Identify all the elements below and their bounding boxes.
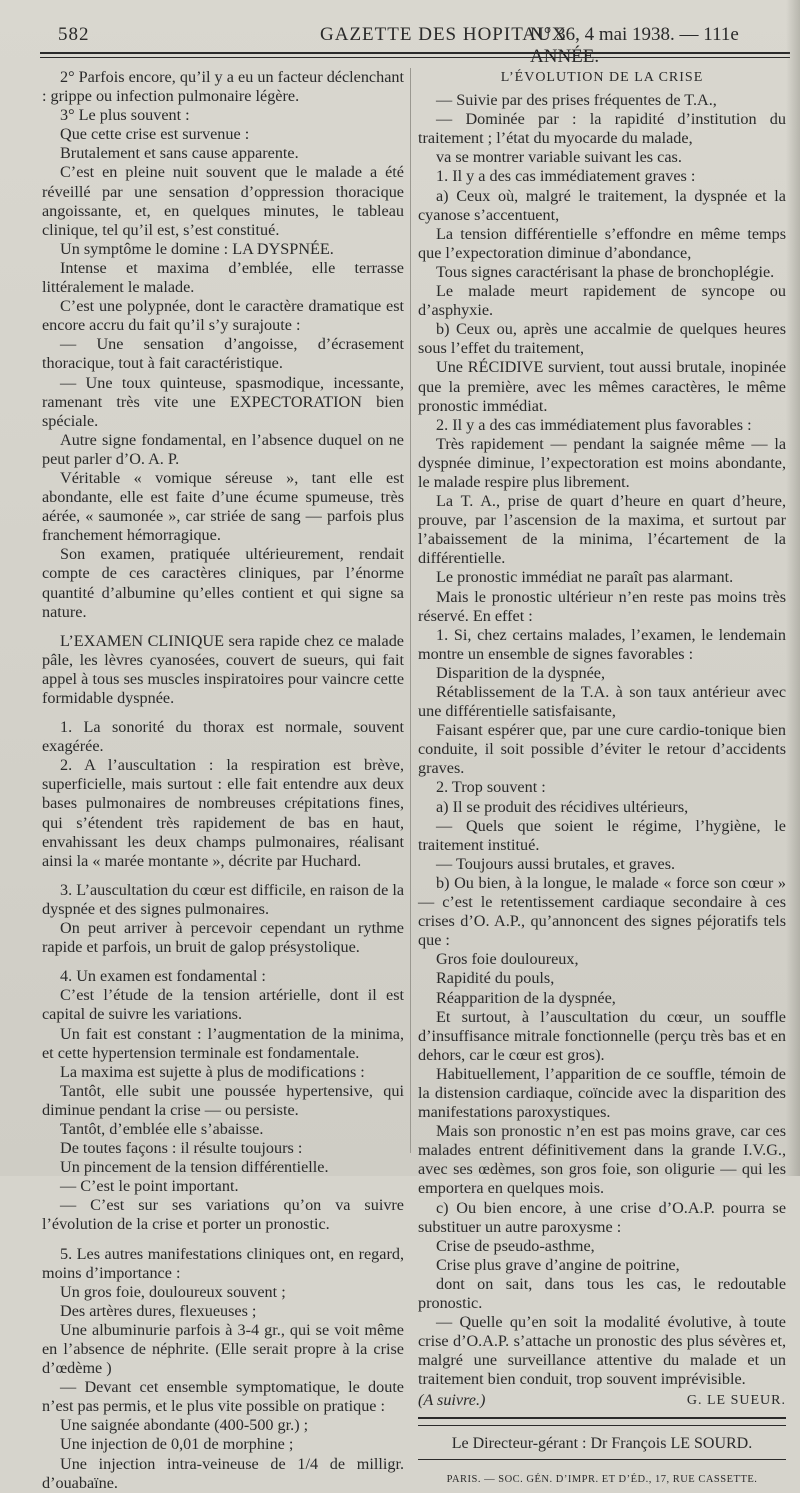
right-paragraph: va se montrer variable suivant les cas. bbox=[436, 148, 682, 167]
right-paragraph: Crise de pseudo-asthme, bbox=[436, 1236, 595, 1255]
footer-rule bbox=[418, 1417, 786, 1419]
left-paragraph: Un gros foie, douloureux souvent ; bbox=[60, 1282, 286, 1301]
footer-rule-thin bbox=[418, 1425, 786, 1426]
right-paragraph: Disparition de la dyspnée, bbox=[436, 663, 606, 682]
left-paragraph: C’est l’étude de la tension artérielle, dont il est capital de suivre les variations. bbox=[42, 986, 404, 1024]
left-column bbox=[42, 68, 404, 1493]
left-paragraph: Des artères dures, flexueuses ; bbox=[60, 1301, 257, 1320]
right-paragraph: Très rapidement — pendant la saignée même — la dyspnée diminue, l’expectoration est moins abondante, le malade respire plus librement. bbox=[418, 434, 786, 491]
left-paragraph: 1. La sonorité du thorax est normale, souvent exagérée. bbox=[42, 718, 404, 756]
page-header bbox=[0, 8, 800, 50]
right-paragraph: — Suivie par des prises fréquentes de T.A., bbox=[436, 91, 717, 110]
right-paragraph: 2. Trop souvent : bbox=[436, 778, 546, 797]
left-paragraph: Brutalement et sans cause apparente. bbox=[60, 144, 299, 163]
left-paragraph: Son examen, pratiquée ultérieurement, rendait compte de ces caractères cliniques, par l’énorme quantité d’albumine qu’elles contient et qui signe sa nature. bbox=[42, 545, 404, 621]
column-divider bbox=[410, 68, 411, 1153]
right-paragraph: Habituellement, l’apparition de ce souffle, témoin de la distension cardiaque, coïncide avec la disparition des manifestations paroxystiques. bbox=[418, 1064, 786, 1122]
left-paragraph: 2. A l’auscultation : la respiration est brève, superficielle, mais surtout : elle fait entendre aux deux bases pulmonaires de nombreuses crépitations fines, qui s’étendent très rapidement de bas en haut, envahissant les deux champs pulmonaires, réalisant ainsi la « marée montante », décrite par Huchard. bbox=[42, 756, 404, 870]
left-paragraph: — Devant cet ensemble symptomatique, le doute n’est pas permis, et le plus vite possible on pratique : bbox=[42, 1378, 404, 1416]
right-paragraph: Rapidité du pouls, bbox=[436, 969, 555, 988]
left-paragraph: Tantôt, d’emblée elle s’abaisse. bbox=[60, 1119, 264, 1138]
right-paragraph: 1. Il y a des cas immédiatement graves : bbox=[436, 167, 696, 186]
left-paragraph: Tantôt, elle subit une poussée hypertensive, qui diminue pendant la crise — ou persiste. bbox=[42, 1081, 404, 1119]
right-paragraph: b) Ceux ou, après une accalmie de quelques heures sous l’effet du traitement, bbox=[418, 320, 786, 358]
right-paragraph: a) Ceux où, malgré le traitement, la dyspnée et la cyanose s’accentuent, bbox=[418, 186, 786, 224]
right-paragraph: dont on sait, dans tous les cas, le redoutable pronostic. bbox=[418, 1274, 786, 1312]
section-title: L’ÉVOLUTION DE LA CRISE bbox=[500, 70, 704, 85]
left-paragraph: Un fait est constant : l’augmentation de la minima, et cette hypertension terminale est fondamentale. bbox=[42, 1024, 404, 1062]
right-column bbox=[418, 68, 786, 1489]
right-paragraph: — Quels que soient le régime, l’hygiène, le traitement institué. bbox=[418, 816, 786, 854]
left-paragraph: Une injection intra-veineuse de 1/4 de milligr. d’ouabaïne. bbox=[42, 1454, 404, 1492]
left-paragraph: Que cette crise est survenue : bbox=[60, 125, 250, 144]
imprint-rule bbox=[418, 1459, 786, 1460]
left-paragraph: Intense et maxima d’emblée, elle terrasse littéralement le malade. bbox=[42, 258, 404, 297]
continuation-note: (A suivre.) bbox=[418, 1391, 486, 1410]
left-paragraph: — C’est sur ses variations qu’on va suivre l’évolution de la crise et porter un pronostic. bbox=[42, 1196, 404, 1234]
right-paragraphs bbox=[418, 91, 786, 1389]
right-paragraph: Tous signes caractérisant la phase de bronchoplégie. bbox=[436, 262, 775, 281]
left-paragraph: L’EXAMEN CLINIQUE sera rapide chez ce malade pâle, les lèvres cyanosées, couvert de sueurs, qui fait appel à tous ses muscles inspiratoires pour vaincre cette formidable dyspnée. bbox=[42, 631, 404, 707]
right-paragraph: Le pronostic immédiat ne paraît pas alarmant. bbox=[436, 568, 734, 587]
right-paragraph: La tension différentielle s’effondre en même temps que l’expectoration diminue d’abondance, bbox=[418, 224, 786, 262]
right-paragraph: a) Il se produit des récidives ultérieurs, bbox=[436, 797, 689, 816]
header-rule-thin bbox=[40, 57, 790, 58]
director-line: Le Directeur-gérant : Dr François LE SOURD. bbox=[451, 1434, 753, 1452]
right-paragraph: Une RÉCIDIVE survient, tout aussi brutale, inopinée que la première, avec les mêmes caractères, le même pronostic immédiat. bbox=[418, 358, 786, 415]
left-paragraph: 4. Un examen est fondamental : bbox=[60, 967, 266, 986]
left-paragraph: C’est en pleine nuit souvent que le malade a été réveillé par une sensation d’oppression thoracique angoissante, et, en quelques minutes, le tableau clinique, tel qu’il est, s’est constitué. bbox=[42, 163, 404, 239]
left-paragraph: Une saignée abondante (400-500 gr.) ; bbox=[60, 1416, 309, 1435]
right-paragraph: — Toujours aussi brutales, et graves. bbox=[436, 854, 676, 873]
left-paragraph: Une albuminurie parfois à 3-4 gr., qui se voit même en l’absence de néphrite. (Elle serait propre à la crise d’œdème ) bbox=[42, 1320, 404, 1378]
right-paragraph: 1. Si, chez certains malades, l’examen, le lendemain montre un ensemble de signes favorables : bbox=[418, 625, 786, 663]
left-paragraph: — Une toux quinteuse, spasmodique, incessante, ramenant très vite une EXPECTORATION bien spéciale. bbox=[42, 373, 404, 430]
left-paragraph: Autre signe fondamental, en l’absence duquel on ne peut parler d’O. A. P. bbox=[42, 430, 404, 468]
right-paragraph: Et surtout, à l’auscultation du cœur, un souffle d’insuffisance mitrale fonctionnelle (perçu très bas et en dehors, car le cœur est gros). bbox=[418, 1007, 786, 1064]
right-paragraph: Mais le pronostic ultérieur n’en reste pas moins très réservé. En effet : bbox=[418, 587, 786, 625]
left-paragraph: Véritable « vomique séreuse », tant elle est abondante, elle est faite d’une écume spumeuse, très aérée, « saumonée », car striée de sang — parfois plus franchement hémorragique. bbox=[42, 468, 404, 545]
left-paragraph: Un pincement de la tension différentielle. bbox=[60, 1158, 329, 1177]
right-paragraph: — Quelle qu’en soit la modalité évolutive, à toute crise d’O.A.P. s’attache un pronostic des plus sévères et, malgré une surveillance attentive du malade et un traitement bien conduit, trop souvent imprévisible. bbox=[418, 1313, 786, 1389]
left-paragraph: C’est une polypnée, dont le caractère dramatique est encore accru du fait qu’il s’y surajoute : bbox=[42, 297, 404, 335]
left-paragraph: 2° Parfois encore, qu’il y a eu un facteur déclenchant : grippe ou infection pulmonaire légère. bbox=[42, 68, 404, 106]
right-paragraph: La T. A., prise de quart d’heure en quart d’heure, prouve, par l’ascension de la maxima, et surtout par l’abaissement de la minima, l’écartement de la différentielle. bbox=[418, 492, 786, 568]
left-paragraph: Une injection de 0,01 de morphine ; bbox=[60, 1435, 294, 1454]
right-paragraph: Mais son pronostic n’en est pas moins grave, car ces malades entrent définitivement dans la grande I.V.G., avec ses œdèmes, son gros foie, son oligurie — qui les emportera en quelques mois. bbox=[418, 1122, 786, 1198]
header-rule bbox=[40, 52, 790, 54]
left-paragraph: La maxima est sujette à plus de modifications : bbox=[60, 1062, 365, 1081]
journal-title: GAZETTE DES HOPITAUX bbox=[320, 24, 567, 45]
right-paragraph: Rétablissement de la T.A. à son taux antérieur avec une différentielle satisfaisante, bbox=[418, 683, 786, 721]
right-paragraph: Le malade meurt rapidement de syncope ou d’asphyxie. bbox=[418, 282, 786, 320]
printer-imprint: PARIS. — SOC. GÉN. D’IMPR. ET D’ÉD., 17, RUE CASSETTE. bbox=[446, 1473, 758, 1485]
right-paragraph: 2. Il y a des cas immédiatement plus favorables : bbox=[436, 415, 752, 434]
right-paragraph: Faisant espérer que, par une cure cardio-tonique bien conduite, il soit possible d’éviter le retour d’accidents graves. bbox=[418, 721, 786, 778]
page-edge-shadow bbox=[786, 0, 800, 1176]
right-paragraph: Crise plus grave d’angine de poitrine, bbox=[436, 1255, 680, 1274]
left-paragraph: — Une sensation d’angoisse, d’écrasement thoracique, tout à fait caractéristique. bbox=[42, 335, 404, 373]
right-paragraph: Gros foie douloureux, bbox=[436, 950, 579, 969]
left-paragraph: 3° Le plus souvent : bbox=[60, 106, 190, 125]
right-paragraph: b) Ou bien, à la longue, le malade « force son cœur » — c’est le retentissement cardiaque secondaire à ces crises d’O. A.P., qu’annoncent des signes péjoratifs tels que : bbox=[418, 873, 786, 950]
left-paragraph: De toutes façons : il résulte toujours : bbox=[60, 1139, 303, 1158]
left-paragraph: 5. Les autres manifestations cliniques ont, en regard, moins d’importance : bbox=[42, 1244, 404, 1282]
author-signature: G. LE SUEUR. bbox=[686, 1393, 786, 1409]
left-paragraph: Un symptôme le domine : LA DYSPNÉE. bbox=[60, 239, 334, 258]
issue-info: N° 36, 4 mai 1938. — 111e bbox=[530, 24, 739, 45]
signature-row bbox=[418, 1391, 786, 1410]
right-paragraph: Réapparition de la dyspnée, bbox=[436, 988, 616, 1007]
right-paragraph: c) Ou bien encore, à une crise d’O.A.P. pourra se substituer un autre paroxysme : bbox=[418, 1198, 786, 1236]
right-paragraph: — Dominée par : la rapidité d’institution du traitement ; l’état du myocarde du malade, bbox=[418, 110, 786, 148]
left-paragraph: 3. L’auscultation du cœur est difficile, en raison de la dyspnée et des signes pulmonaires. bbox=[42, 880, 404, 918]
left-paragraph: On peut arriver à percevoir cependant un rythme rapide et parfois, un bruit de galop présystolique. bbox=[42, 919, 404, 957]
page-number: 582 bbox=[58, 24, 90, 45]
left-paragraph: — C’est le point important. bbox=[60, 1177, 239, 1196]
